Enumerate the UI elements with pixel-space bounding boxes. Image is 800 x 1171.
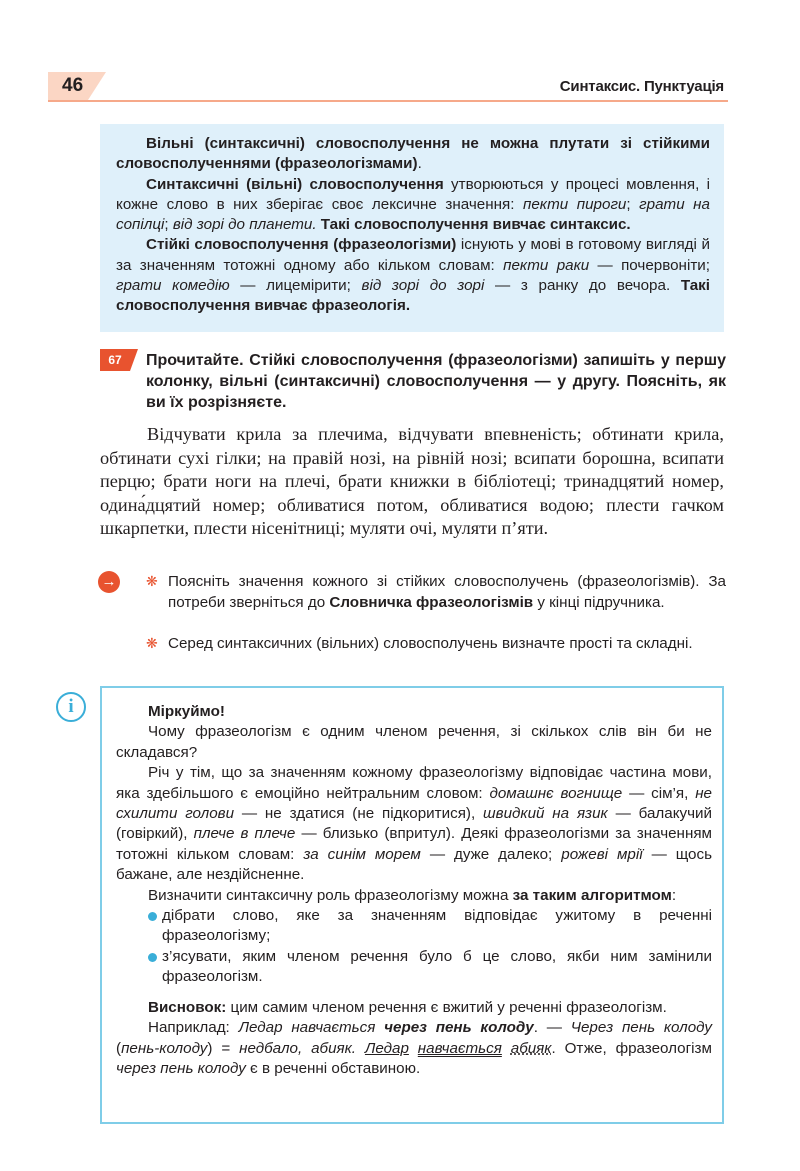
list-item-text: дібрати слово, яке за значенням відповідає ужитому в реченні фразеологізму; <box>162 907 712 945</box>
rule-text <box>116 134 710 317</box>
think-span: : <box>671 886 677 904</box>
think-algorithm <box>116 886 712 906</box>
think-italic: Ледар навчається <box>238 1019 385 1037</box>
bullet-dot-icon <box>148 953 157 962</box>
think-span: . — <box>533 1019 571 1037</box>
subject-underlined: Ледар <box>364 1039 409 1057</box>
think-question: Чому фразеологізм є одним членом речення, зі скількох слів він би не складався? <box>116 723 712 761</box>
exercise-text: Відчувати крила за плечима, відчувати впевненість; обтинати крила, обтинати сухі гілки; на правій нозі, на рівній нозі; всипати борошна, всипати перцю; брати ноги на плечі, брати книжки в бібліотеці; тринадцятий номер, одина́дцятий номер; обливатися потом, обливатися водою; плести гачком шкарпетки, плести нісенітниці; муляти очі, муляти п’яти. <box>100 424 724 538</box>
think-span: ( <box>116 1039 122 1057</box>
think-span: ) = <box>207 1039 240 1057</box>
rule-bold-text: Стійкі словосполучення (фразеологізми) <box>146 236 457 254</box>
think-italic: рожеві мрії <box>561 845 643 863</box>
rule-text-span: ; <box>164 216 173 234</box>
think-bold: за таким алгоритмом <box>512 886 672 904</box>
subtask-span: Поясніть значення кожного зі стійких словосполучень (фразеологізмів). За потреби зверніться до <box>168 573 726 611</box>
running-title: Синтаксис. Пунктуація <box>559 78 724 95</box>
think-conclusion <box>116 998 712 1018</box>
rule-italic-text: від зорі до планети. <box>172 216 317 234</box>
think-italic: недбало, абияк. <box>239 1039 357 1057</box>
think-span <box>356 1040 365 1057</box>
rule-italic-text: від зорі до зорі <box>361 277 485 295</box>
asterisk-icon: ❋ <box>146 573 158 589</box>
list-item <box>116 906 712 947</box>
rule-bold-text: Вільні (синтаксичні) словосполучення не можна плутати зі стійкими словосполученнями (фразеологізмами) <box>116 135 710 173</box>
rule-italic-text: грати на сопілці <box>116 195 710 234</box>
bullet-dot-icon <box>148 912 157 921</box>
think-span: — дуже далеко; <box>420 845 562 863</box>
rule-text-span: існують у мові в готовому вигляді й за значенням тотожні одному або кільком словам: <box>116 236 710 274</box>
rule-bold-text: Синтаксичні (вільні) словосполучення <box>146 175 444 193</box>
rule-italic-text: грати комедію <box>116 277 230 295</box>
list-item-text: з’ясувати, яким членом речення було б це слово, якби ним замінили фразеологізм. <box>162 947 712 986</box>
subtask-span: у кінці підручника. <box>533 593 665 611</box>
rule-italic-text: пекти пироги <box>522 195 627 213</box>
asterisk-icon: ❋ <box>146 635 158 651</box>
think-span <box>502 1040 511 1057</box>
adverbial-underlined: абияк <box>510 1039 552 1057</box>
exercise-task: Прочитайте. Стійкі словосполучення (фразеологізми) запишіть у першу колонку, вільні (синтаксичні) словосполучення — у другу. Поясніть, як ви їх розрізняєте. <box>146 352 726 411</box>
think-italic: не схилити голови <box>116 784 712 823</box>
spacer <box>116 988 712 998</box>
exercise-number-badge: 67 <box>100 349 130 371</box>
think-text <box>116 702 712 1079</box>
think-span: цим самим членом речення є вжитий у реченні фразеологізм. <box>226 998 667 1016</box>
rule-italic-text: пекти раки <box>503 256 590 274</box>
think-box <box>100 686 724 1124</box>
think-bold-italic: через пень колоду <box>384 1019 534 1037</box>
think-italic: швидкий на язик <box>483 805 608 823</box>
think-bold: Висновок: <box>148 998 227 1016</box>
arrow-right-icon: → <box>98 571 120 593</box>
subtask-text <box>146 571 726 613</box>
rule-text-span: . <box>417 155 422 173</box>
think-span: — сім’я, <box>622 784 696 802</box>
subtask-text <box>146 633 726 655</box>
think-italic: Через пень колоду <box>570 1019 712 1037</box>
think-italic: плече в плече <box>193 825 296 843</box>
think-span: Річ у тім, що за значенням кожному фразеологізму відповідає частина мови, яка здебільшого є емоційно нейтральним словом: <box>116 764 712 802</box>
think-italic: через пень колоду <box>116 1059 246 1077</box>
subtask-item <box>146 571 726 613</box>
predicate-underlined: навчається <box>417 1039 502 1057</box>
think-span: — не здатися (не підкоритися), <box>234 805 484 823</box>
think-answer <box>116 763 712 885</box>
think-example <box>116 1018 712 1079</box>
rule-box <box>100 124 724 332</box>
think-span: Наприклад: <box>148 1019 239 1037</box>
rule-text-span: утворюються у процесі мовлення, і кожне слово в них зберігає своє лексичне значення: <box>116 175 711 213</box>
subtask-item <box>146 633 726 655</box>
think-span: є в реченні обставиною. <box>245 1059 421 1077</box>
page-header <box>48 72 728 102</box>
rule-text-span: — з ранку до вечора. <box>484 277 681 295</box>
page-number: 46 <box>62 75 84 96</box>
rule-text-span: — лицемірити; <box>229 277 362 295</box>
list-item <box>116 947 712 988</box>
think-italic: пень-колоду <box>121 1039 208 1057</box>
rule-bold-text: Такі словосполучення вивчає синтаксис. <box>320 216 631 234</box>
think-span <box>409 1040 418 1057</box>
rule-paragraph <box>116 175 710 236</box>
think-span: — щось бажане, але нездійсненне. <box>116 845 713 884</box>
page-number-tab-tail <box>88 72 106 100</box>
rule-paragraph <box>116 235 710 316</box>
rule-text-span: ; <box>626 195 640 213</box>
rule-text-span: — почервоніти; <box>589 256 710 274</box>
think-italic: домашнє вогнище <box>489 784 623 802</box>
think-italic: за синім морем <box>303 845 421 863</box>
think-title: Міркуймо! <box>148 703 225 720</box>
think-span: Визначити синтаксичну роль фразеологізму можна <box>148 886 513 904</box>
rule-paragraph <box>116 134 710 175</box>
think-span: — балакучий (говіркий), <box>116 805 712 843</box>
subtask-bold: Словничка фразеологізмів <box>329 593 534 611</box>
think-span: — близько (впритул). Деякі фразеологізми за значенням тотожні кільком словам: <box>116 825 713 863</box>
rule-bold-text: Такі словосполучення вивчає фразеологія. <box>116 277 710 315</box>
think-span: . Отже, фразеологізм <box>551 1039 712 1057</box>
info-icon: i <box>56 692 86 722</box>
subtask-span: Серед синтаксичних (вільних) словосполучень визначте прості та складні. <box>168 635 693 652</box>
